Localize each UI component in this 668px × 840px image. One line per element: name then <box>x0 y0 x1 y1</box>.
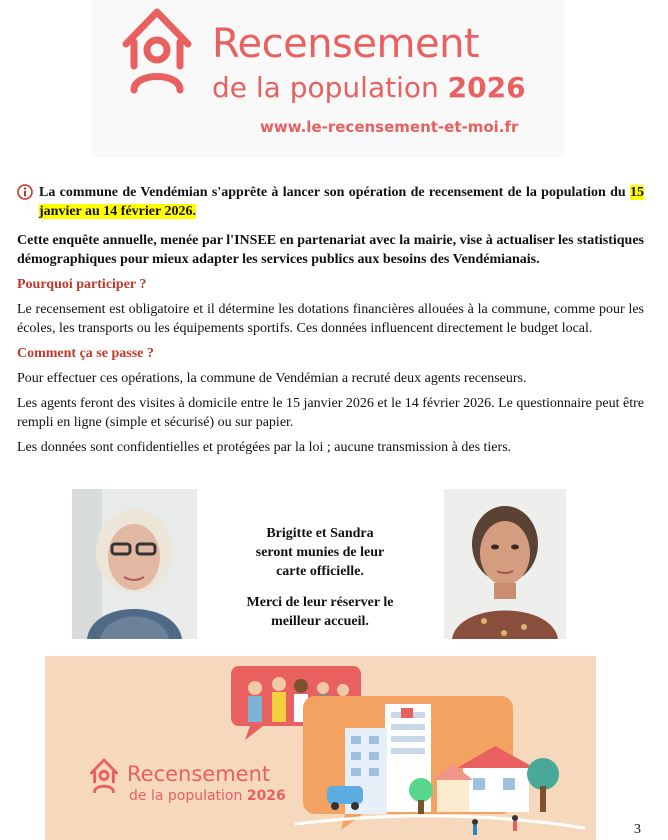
caption-line: carte officielle. <box>276 564 364 579</box>
logo-subtitle-text: de la population <box>212 71 439 104</box>
heading-how: Comment ça se passe ? <box>17 346 154 361</box>
banner-subtitle <box>129 788 286 804</box>
caption-line: meilleur accueil. <box>271 614 369 629</box>
website-link[interactable]: www.le-recensement-et-moi.fr <box>260 118 519 136</box>
how-paragraph-3: Les données sont confidentielles et protégées par la loi ; aucune transmission à des tiers. <box>17 440 512 455</box>
banner-illustration <box>45 656 596 840</box>
agent-photo-brigitte <box>72 489 197 639</box>
portrait-image <box>444 489 566 639</box>
intro-dates-highlight: 15 janvier au 14 février 2026. <box>39 185 645 219</box>
logo-subtitle <box>212 70 526 106</box>
logo-title: Recensement <box>212 21 480 67</box>
page-number: 3 <box>634 822 641 837</box>
portrait-image <box>72 489 197 639</box>
intro-paragraph <box>17 183 644 221</box>
agents-caption <box>200 524 440 631</box>
heading-why: Pourquoi participer ? <box>17 277 147 292</box>
banner-subtitle-text: de la population <box>129 788 243 804</box>
how-paragraph-2: Les agents feront des visites à domicile entre le 15 janvier 2026 et le 14 février 2026. Le questionnaire peut être rempli en ligne (simple et sécurisé) ou sur papier. <box>17 396 644 430</box>
caption-line: Merci de leur réserver le <box>246 595 394 610</box>
banner-house-person-icon <box>89 756 119 794</box>
census-banner <box>45 656 596 840</box>
banner-year: 2026 <box>246 788 286 804</box>
insee-paragraph: Cette enquête annuelle, menée par l'INSEE en partenariat avec la mairie, vise à actualiser les statistiques démographiques pour mieux adapter les services publics aux besoins des Vendémianais. <box>17 233 644 267</box>
caption-line: Brigitte et Sandra <box>266 526 374 541</box>
logo-year: 2026 <box>447 71 526 104</box>
header-logo-block <box>92 0 564 158</box>
caption-line: seront munies de leur <box>255 545 385 560</box>
banner-title: Recensement <box>127 762 271 786</box>
why-paragraph: Le recensement est obligatoire et il détermine les dotations financières allouées à la commune, comme pour les écoles, les transports ou les équipements sportifs. Ces données influencent directement le budget local. <box>17 302 644 336</box>
info-icon <box>17 184 33 200</box>
intro-text: La commune de Vendémian s'apprête à lancer son opération de recensement de la population du <box>39 185 626 200</box>
article-content <box>17 183 644 457</box>
house-person-icon <box>120 4 194 94</box>
how-paragraph-1: Pour effectuer ces opérations, la commune de Vendémian a recruté deux agents recenseurs. <box>17 371 527 386</box>
agent-photo-sandra <box>444 489 566 639</box>
